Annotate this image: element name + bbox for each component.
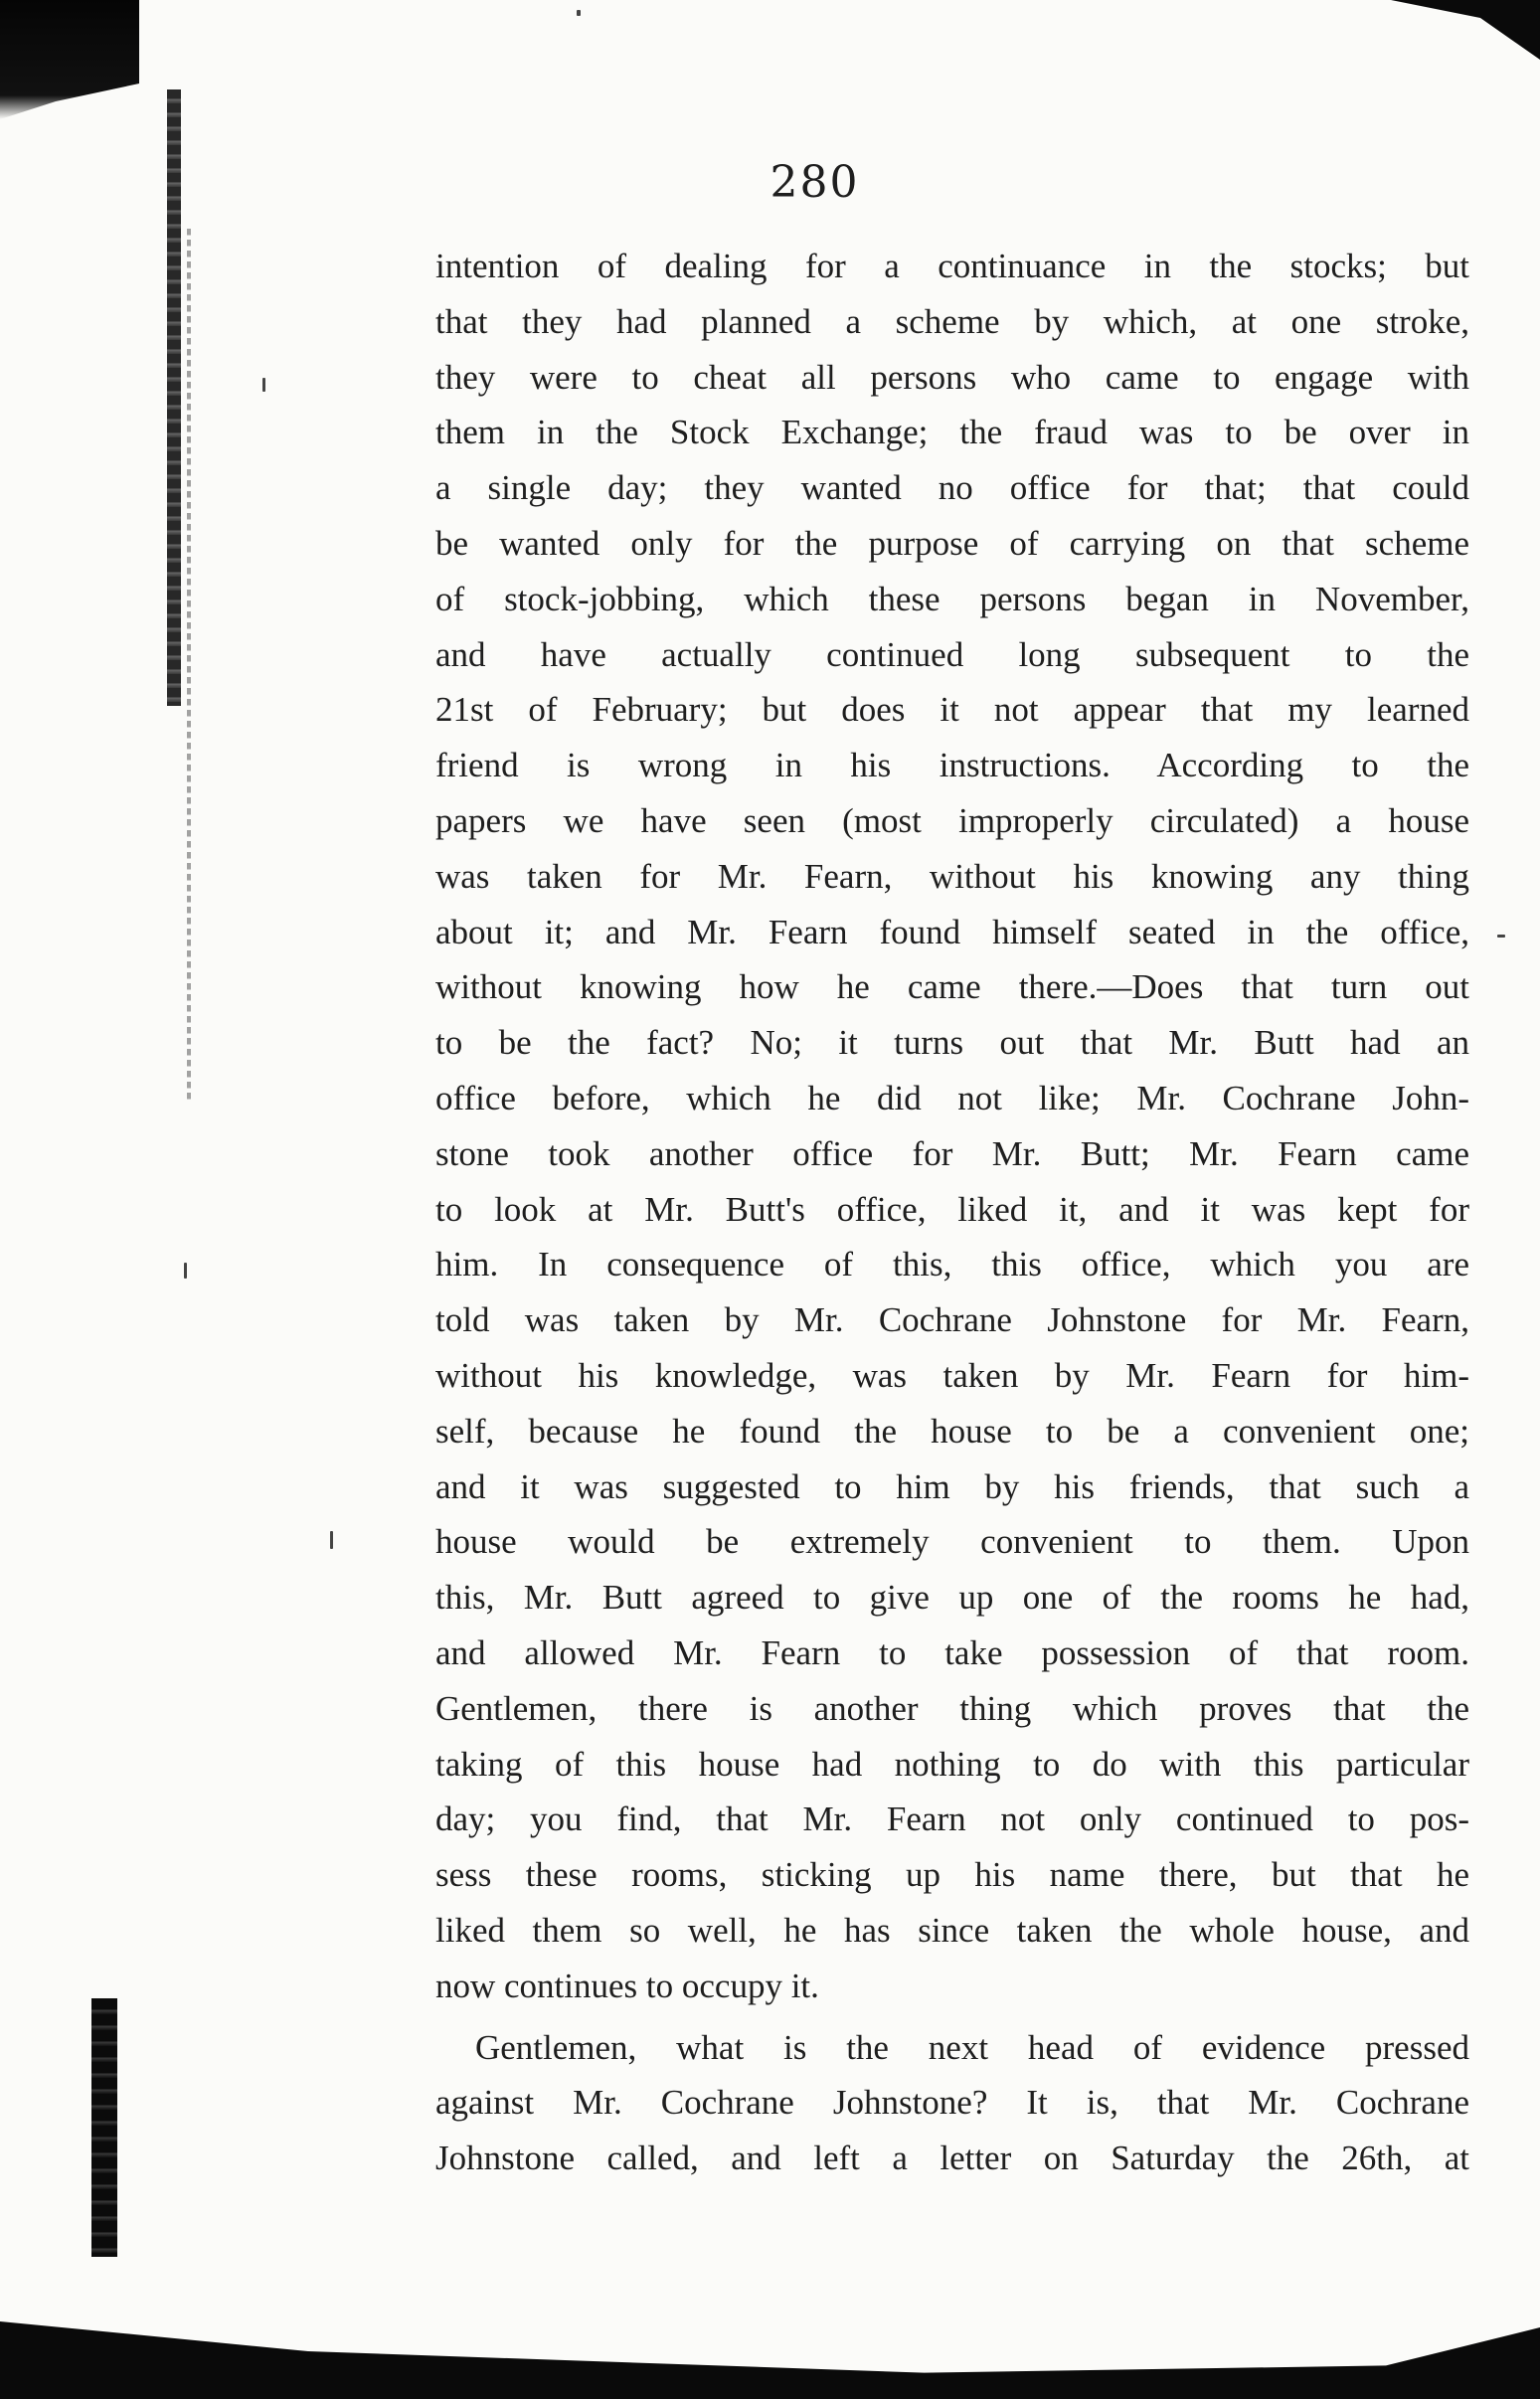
text-line: him. In consequence of this, this office, which you are [435,1245,1469,1285]
text-line: Gentlemen, there is another thing which proves that the [435,1688,1469,1728]
text-line: of stock-jobbing, which these persons began in November, [435,579,1469,618]
text-line: a single day; they wanted no office for that; that could [435,468,1469,508]
text-line: self, because he found the house to be a convenient one; [435,1411,1469,1451]
text-line: now continues to occupy it. [435,1966,819,2005]
paragraph [435,239,1469,2014]
text-line: office before, which he did not like; Mr. Cochrane John- [435,1078,1469,1117]
text-line: without knowing how he came there.—Does that turn out [435,967,1469,1007]
body-text [435,239,1469,2186]
text-line: to be the fact? No; it turns out that Mr. Butt had an [435,1023,1469,1063]
page-number-text: 280 [770,157,860,208]
text-line: was taken for Mr. Fearn, without his knowing any thing [435,856,1469,896]
text-line: be wanted only for the purpose of carrying on that scheme [435,523,1469,563]
binding-gutter-dots [187,229,191,1104]
page-number [0,157,1540,208]
text-line: that they had planned a scheme by which, at one stroke, [435,301,1469,341]
text-line: they were to cheat all persons who came to engage with [435,357,1469,397]
ink-speck [184,1263,187,1279]
text-line: and allowed Mr. Fearn to take possession of that room. [435,1632,1469,1672]
text-line: this, Mr. Butt agreed to give up one of the rooms he had, [435,1578,1469,1618]
text-line: sess these rooms, sticking up his name there, but that he [435,1855,1469,1895]
text-line: friend is wrong in his instructions. According to the [435,746,1469,785]
ink-speck [1497,935,1505,938]
text-line: taking of this house had nothing to do with this particular [435,1744,1469,1784]
binding-gutter-lower [91,1998,117,2257]
text-line: 21st of February; but does it not appear that my learned [435,690,1469,730]
text-line: told was taken by Mr. Cochrane Johnstone for Mr. Fearn, [435,1300,1469,1340]
text-line: against Mr. Cochrane Johnstone? It is, that Mr. Cochrane [435,2083,1469,2123]
text-line: liked them so well, he has since taken the whole house, and [435,1910,1469,1950]
binding-shadow-top [0,0,139,119]
page-corner-shadow [1391,0,1540,60]
text-line: to look at Mr. Butt's office, liked it, and it was kept for [435,1189,1469,1229]
ink-speck [330,1531,333,1549]
paragraph [435,2020,1469,2186]
text-line: about it; and Mr. Fearn found himself seated in the office, [435,912,1469,951]
text-line: house would be extremely convenient to them. Upon [435,1522,1469,1562]
ink-speck [262,378,265,392]
text-line: and it was suggested to him by his friends, that such a [435,1466,1469,1506]
text-line: without his knowledge, was taken by Mr. Fearn for him- [435,1355,1469,1395]
text-line: papers we have seen (most improperly circulated) a house [435,800,1469,840]
text-line: Gentlemen, what is the next head of evidence pressed [475,2027,1469,2067]
text-line: intention of dealing for a continuance in the stocks; but [435,247,1469,285]
book-binding-edge [0,0,199,2399]
text-line: stone took another office for Mr. Butt; Mr. Fearn came [435,1133,1469,1173]
text-line: day; you find, that Mr. Fearn not only continued to pos- [435,1799,1469,1839]
page-bottom-shadow [0,2280,1540,2399]
text-line: and have actually continued long subsequent to the [435,634,1469,674]
text-line: Johnstone called, and left a letter on Saturday the 26th, at [435,2139,1469,2178]
ink-speck [577,10,581,16]
text-line: them in the Stock Exchange; the fraud was to be over in [435,413,1469,452]
